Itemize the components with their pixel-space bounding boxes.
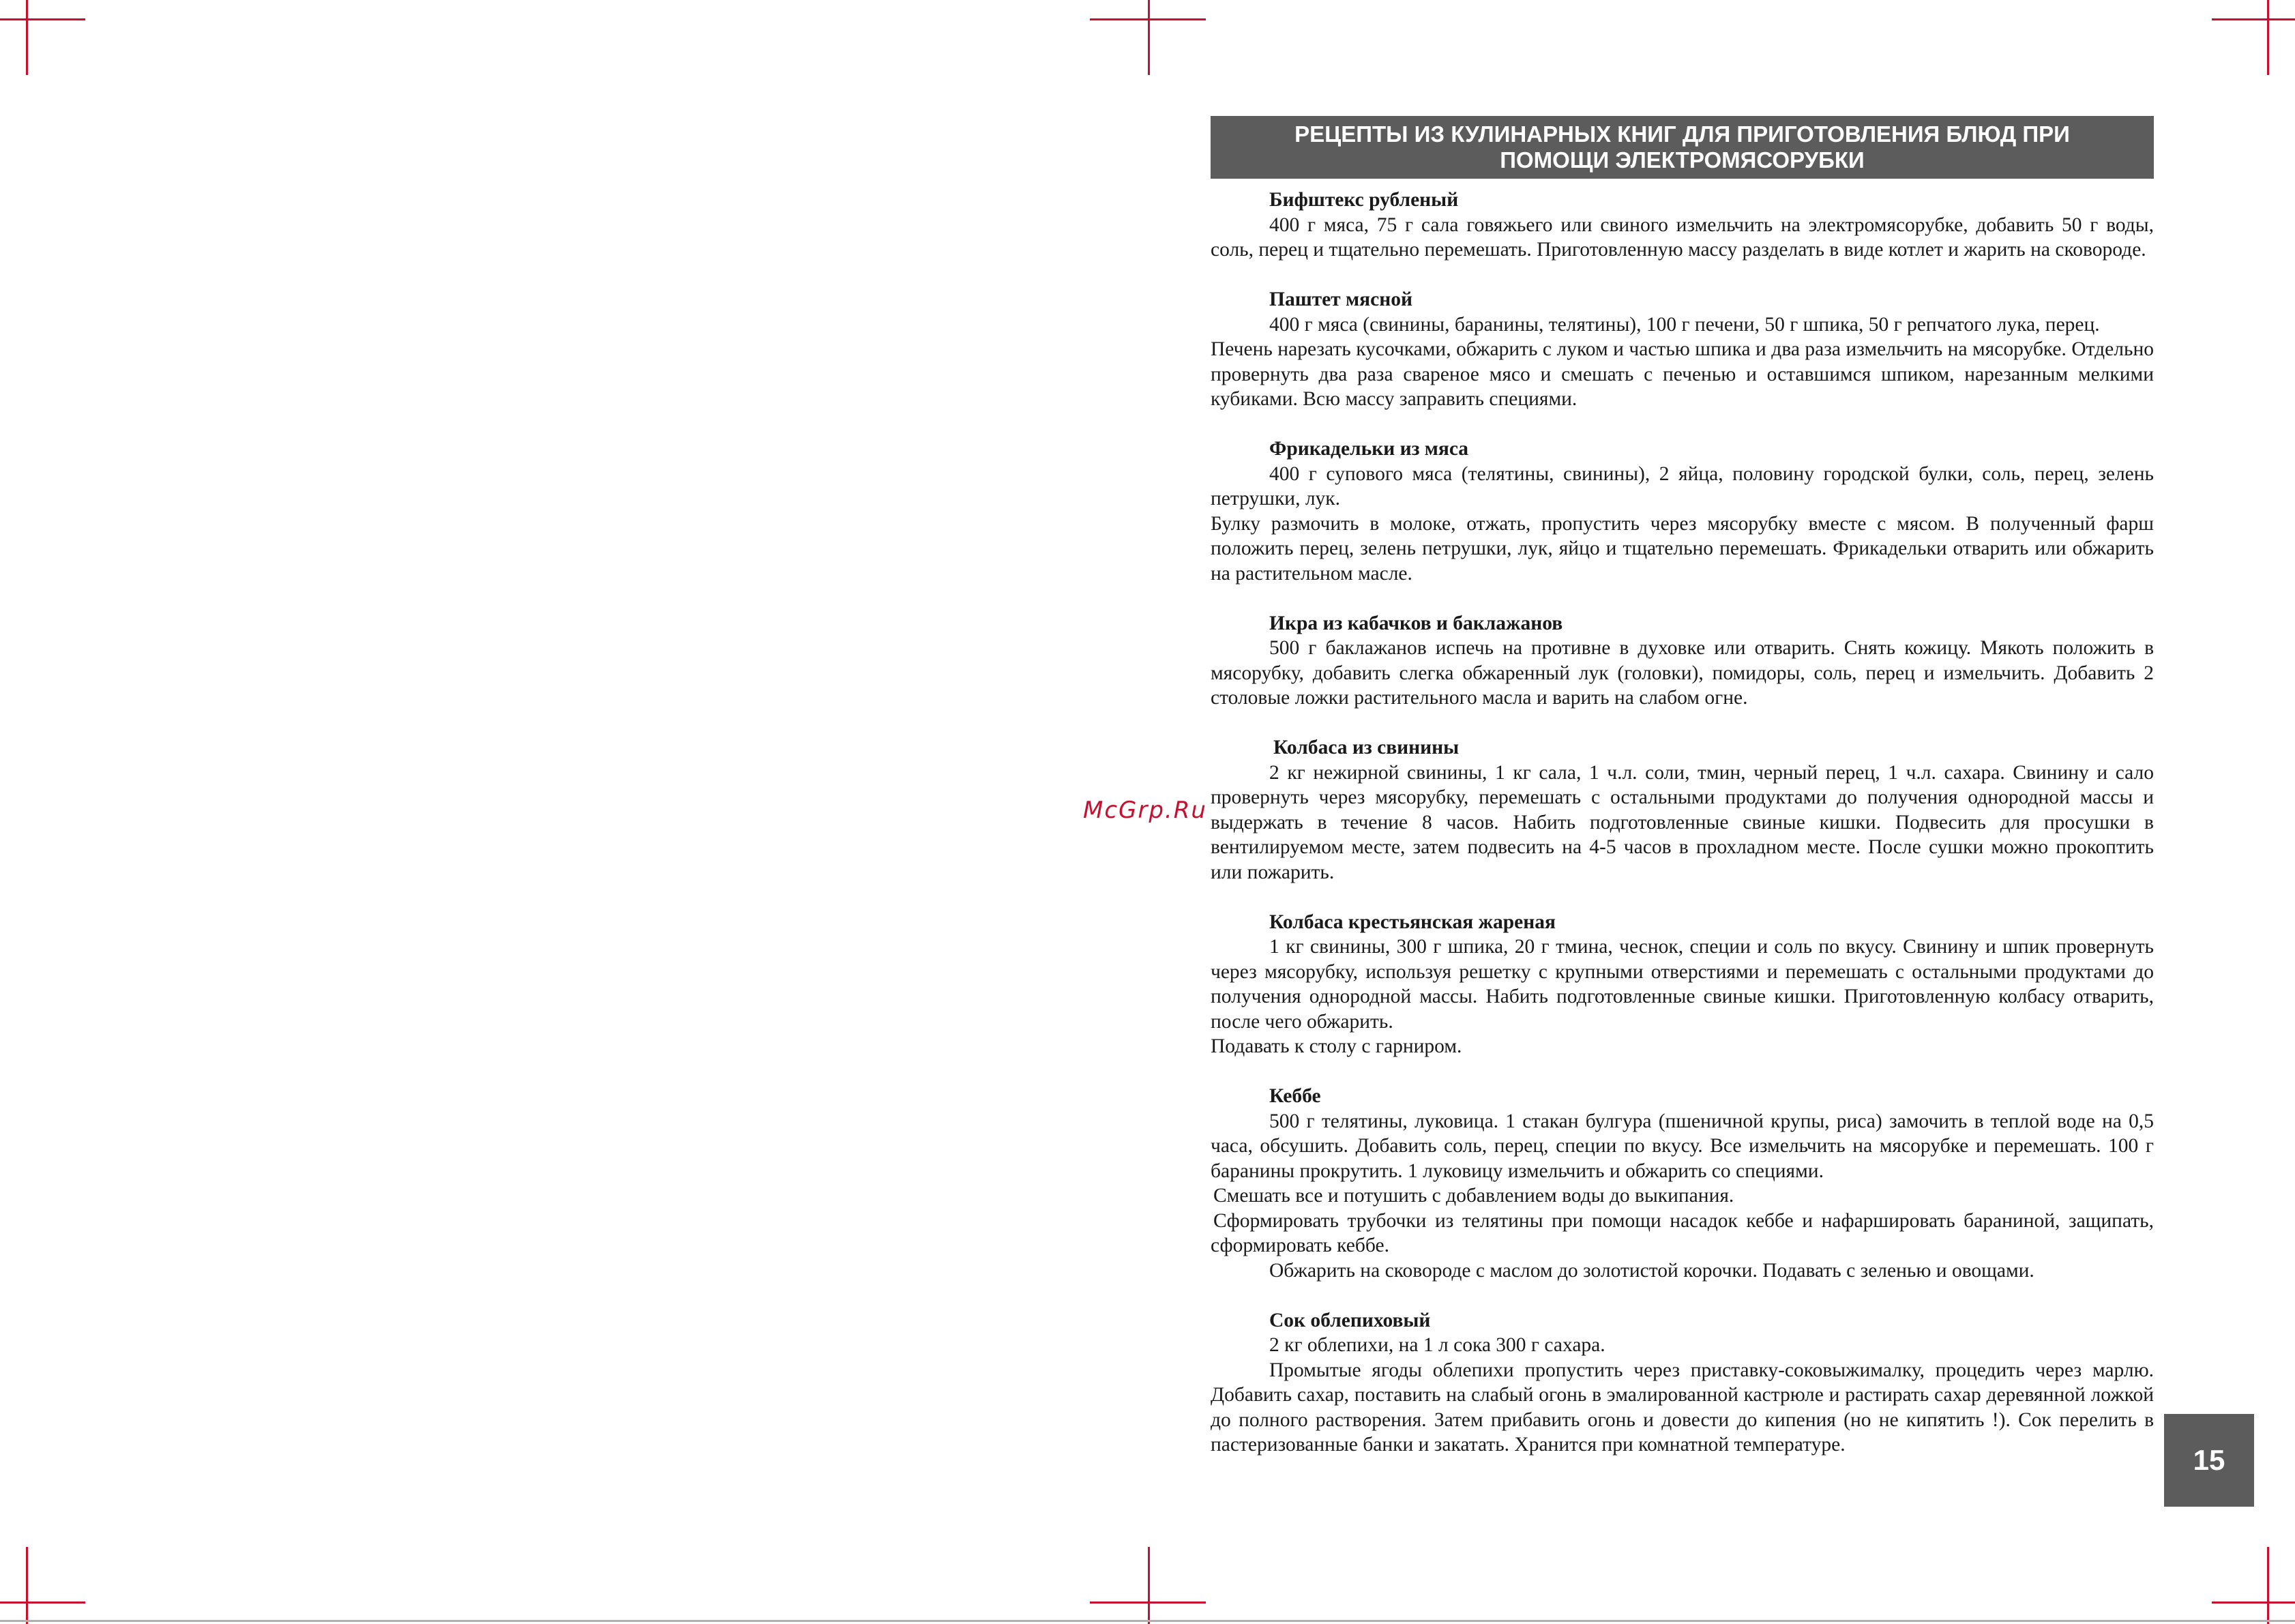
recipe-text: 500 г баклажанов испечь на противне в духовке или отварить. Снять кожицу. Мякоть положить в мясорубку, добавить слегка обжаренный лук (головки), помидоры, соль, перец и измельчить. Добавить 2 столовые ложки растительного масла и варить на слабом огне. — [1211, 637, 2154, 709]
recipe-title: Паштет мясной — [1269, 289, 1412, 310]
recipe-text: Промытые ягоды облепихи пропустить через приставку-соковыжималку, процедить через марлю. Добавить сахар, поставить на слабый огонь в эмалированной кастрюле и растирать сахар деревянной ложкой до полного растворения. Затем прибавить огонь и довести до кипения (но не кипятить !). Сок перелить в пастеризованные банки и закатать. Хранится при комнатной температуре. — [1211, 1359, 2154, 1456]
crop-mark — [0, 1601, 85, 1604]
recipe-ikra — [1211, 611, 2154, 711]
recipe-text: Подавать к столу с гарниром. — [1211, 1035, 1462, 1057]
crop-mark — [26, 1547, 28, 1624]
crop-mark — [26, 0, 28, 75]
recipe-text: 400 г мяса (свинины, баранины, телятины), 100 г печени, 50 г шпика, 50 г репчатого лука, перец. — [1269, 313, 2100, 336]
recipe-title: Кеббе — [1269, 1085, 1321, 1107]
header-line-1: РЕЦЕПТЫ ИЗ КУЛИНАРНЫХ КНИГ ДЛЯ ПРИГОТОВЛЕНИЯ БЛЮД ПРИ — [1294, 121, 2070, 147]
recipe-text: Печень нарезать кусочками, обжарить с луком и частью шпика и два раза измельчить на мясорубке. Отдельно провернуть два раза свареное мясо и смешать с печенью и оставшимся шпиком, нарезанным мелкими кубиками. Всю массу заправить специями. — [1211, 338, 2154, 410]
crop-mark — [1148, 1547, 1150, 1624]
recipe-title: Бифштекс рубленый — [1269, 189, 1459, 211]
crop-mark — [2267, 0, 2269, 75]
recipe-list — [1211, 188, 2154, 1482]
recipe-pashtet — [1211, 287, 2154, 412]
recipe-text: 2 кг нежирной свинины, 1 кг сала, 1 ч.л. соли, тмин, черный перец, 1 ч.л. сахара. Свинину и сало провернуть через мясорубку, перемешать с остальными продуктами до получения однородной массы и выдержать в течение 8 часов. Набить подготовленные свиные кишки. Подвесить для просушки в вентилируемом месте, затем подвесить на 4-5 часов в прохладном месте. После сушки можно прокоптить или пожарить. — [1211, 761, 2154, 883]
recipe-text: 500 г телятины, луковица. 1 стакан булгура (пшеничной крупы, риса) замочить в теплой воде на 0,5 часа, обсушить. Добавить соль, перец, специи по вкусу. Все измельчить на мясорубке и перемешать. 100 г баранины прокрутить. 1 луковицу измельчить и обжарить со специями. — [1211, 1110, 2154, 1182]
recipe-text: 400 г мяса, 75 г сала говяжьего или свиного измельчить на электромясорубке, добавить 50 г воды, соль, перец и тщательно перемешать. Приготовленную массу разделать в виде котлет и жарить на сковороде. — [1211, 213, 2154, 261]
recipe-sok-oblepikha — [1211, 1308, 2154, 1458]
page-number: 15 — [2164, 1414, 2254, 1507]
recipe-title: Колбаса крестьянская жареная — [1269, 911, 1556, 933]
header-line-2: ПОМОЩИ ЭЛЕКТРОМЯСОРУБКИ — [1500, 147, 1865, 173]
recipe-title: Икра из кабачков и баклажанов — [1269, 612, 1563, 634]
recipe-text: Булку размочить в молоке, отжать, пропустить через мясорубку вместе с мясом. В полученный фарш положить перец, зелень петрушки, лук, яйцо и тщательно перемешать. Фрикадельки отварить или обжарить на растительном масле. — [1211, 512, 2154, 585]
crop-mark — [1148, 0, 1150, 75]
crop-mark — [1090, 18, 1206, 20]
recipe-text: 1 кг свинины, 300 г шпика, 20 г тмина, чеснок, специи и соль по вкусу. Свинину и шпик провернуть через мясорубку, используя решетку с крупными отверстиями и перемешать с остальными продуктами до получения однородной массы. Набить подготовленные свиные кишки. Приготовленную колбасу отварить, после чего обжарить. — [1211, 936, 2154, 1033]
recipe-kolbasa-krestyanskaya — [1211, 910, 2154, 1059]
recipe-title: Фрикадельки из мяса — [1269, 438, 1469, 460]
recipe-title: Колбаса из свинины — [1273, 737, 1460, 758]
recipe-text: Сформировать трубочки из телятины при помощи насадок кеббе и нафаршировать бараниной, защипать, сформировать кеббе. — [1211, 1209, 2154, 1256]
crop-mark — [2212, 18, 2295, 20]
recipe-kebbe — [1211, 1084, 2154, 1283]
crop-mark — [0, 18, 85, 20]
recipe-kolbasa-svinina — [1211, 735, 2154, 885]
watermark: McGrp.Ru — [1083, 797, 1207, 824]
recipe-text: Обжарить на сковороде с маслом до золотистой корочки. Подавать с зеленью и овощами. — [1269, 1259, 2034, 1282]
recipe-title: Сок облепиховый — [1269, 1309, 1431, 1331]
recipe-text: 400 г супового мяса (телятины, свинины), 2 яйца, половину городской булки, соль, перец, зелень петрушки, лук. — [1211, 462, 2154, 510]
crop-mark — [2267, 1547, 2269, 1624]
recipe-frikadelki — [1211, 437, 2154, 586]
crop-mark — [1090, 1601, 1206, 1604]
section-header — [1211, 116, 2154, 179]
recipe-text: 2 кг облепихи, на 1 л сока 300 г сахара. — [1269, 1334, 1605, 1356]
recipe-bifshteks — [1211, 188, 2154, 263]
page-bottom-rule — [0, 1620, 2295, 1622]
recipe-text: Смешать все и потушить с добавлением воды до выкипания. — [1213, 1185, 1734, 1207]
crop-mark — [2212, 1601, 2295, 1604]
